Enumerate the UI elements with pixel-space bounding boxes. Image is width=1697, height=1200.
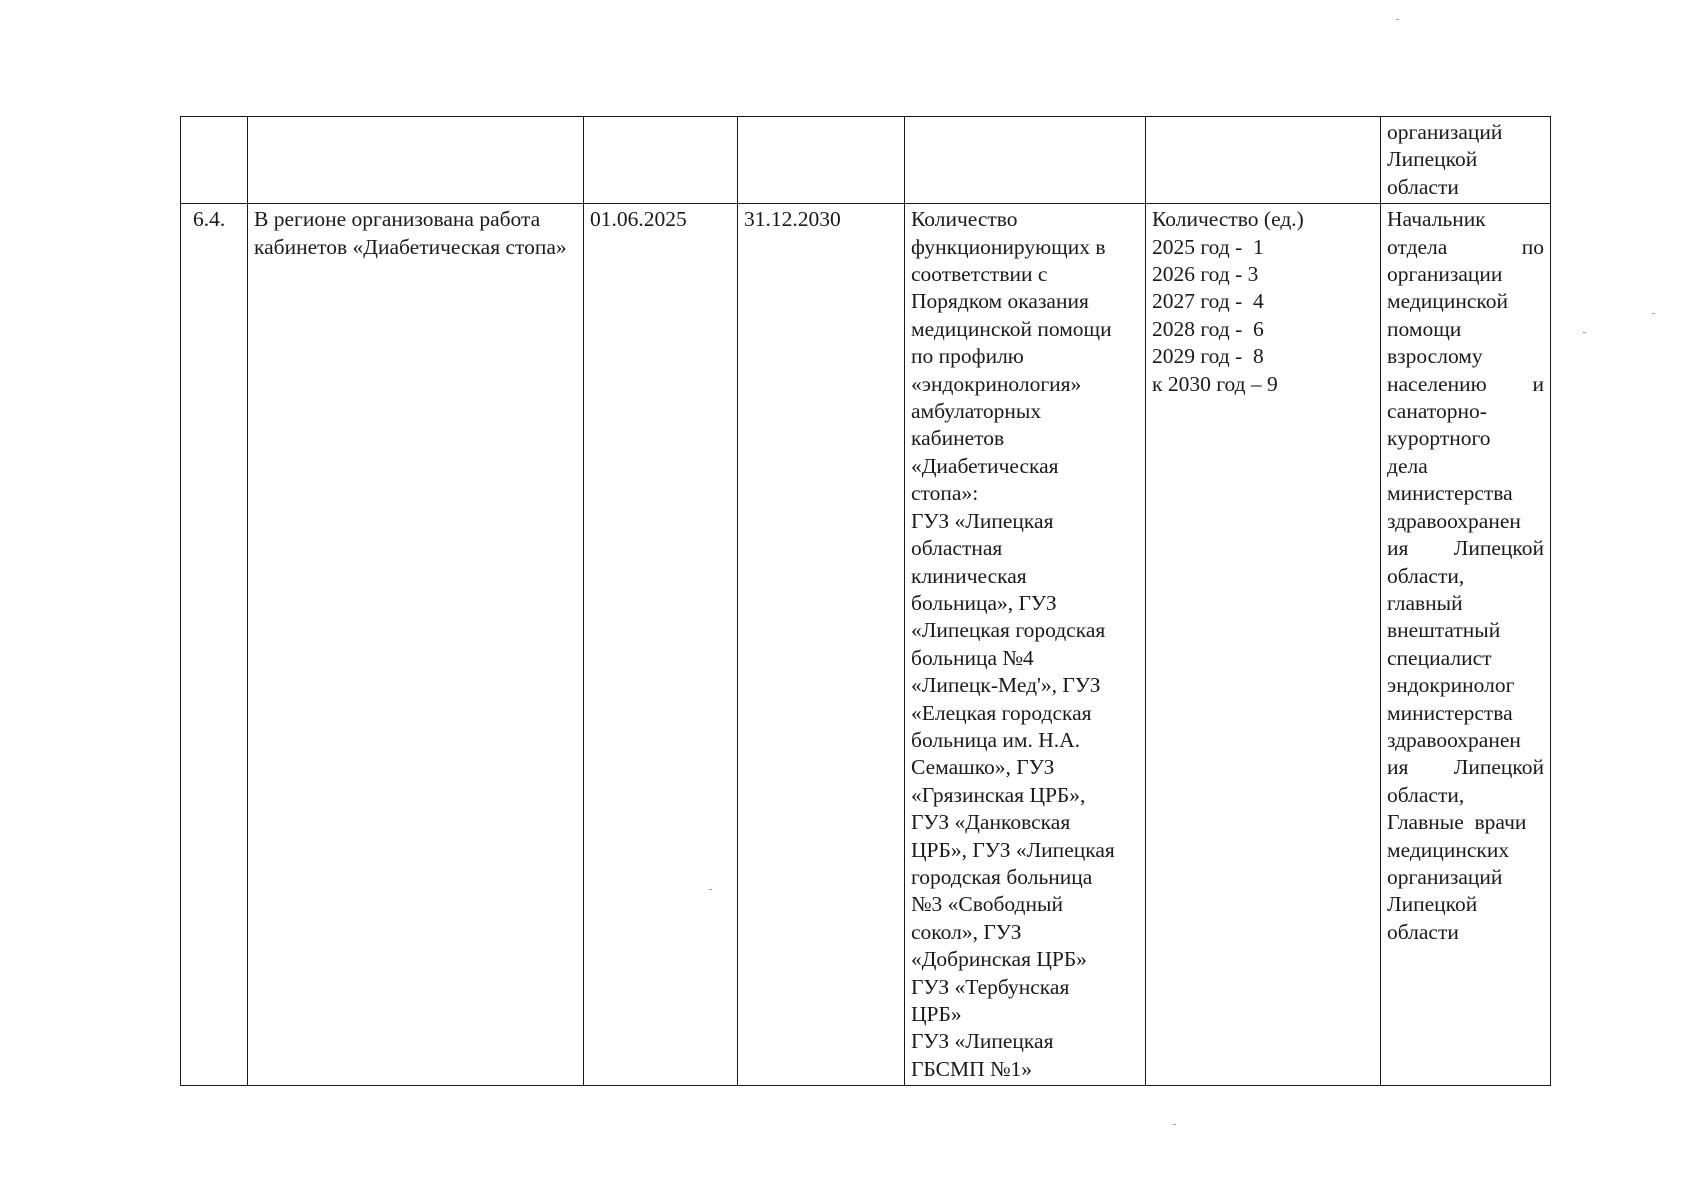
end-date: 31.12.2030: [738, 204, 905, 1086]
responsible-line: эндокринолог: [1387, 673, 1515, 698]
indicator-line: «эндокринология»: [911, 371, 1082, 396]
indicator-line: ГУЗ «Липецкая: [911, 1029, 1054, 1054]
responsible-line: главный: [1387, 590, 1463, 615]
indicator-line: «Елецкая городская: [911, 700, 1092, 725]
responsible-line: взрослому: [1387, 344, 1483, 369]
indicator-line: клиническая: [911, 563, 1027, 588]
indicator-line: ЦРБ», ГУЗ «Липецкая: [911, 837, 1115, 862]
indicator-line: кабинетов: [911, 426, 1005, 451]
value-line: 2028 год - 6: [1152, 316, 1264, 341]
cont-responsible-line: области: [1387, 174, 1459, 199]
responsible-line: области,: [1387, 782, 1465, 807]
indicator-line: «Липецкая городская: [911, 618, 1106, 643]
indicator-line: амбулаторных: [911, 399, 1042, 424]
indicator-line: ГУЗ «Липецкая: [911, 508, 1054, 533]
responsible-line: организаций: [1387, 864, 1503, 889]
responsible-line: здравоохранен: [1387, 727, 1521, 752]
responsible-line: отдела по: [1387, 234, 1544, 259]
scan-speck: [1583, 332, 1586, 333]
responsible-line: ия Липецкой: [1387, 755, 1544, 780]
responsible-line: здравоохранен: [1387, 508, 1521, 533]
cont-responsible-cell: [1381, 117, 1551, 204]
cont-responsible-line: организаций: [1387, 120, 1503, 144]
event-description: В регионе организована работа кабинетов «Диабетическая стопа»: [248, 204, 584, 1086]
indicator-line: №3 «Свободный: [911, 892, 1063, 917]
indicator-line: областная: [911, 536, 1003, 561]
indicator-line: Порядком оказания: [911, 289, 1089, 314]
responsible-line: Главные врачи: [1387, 810, 1527, 835]
responsible-line: Липецкой: [1387, 892, 1478, 917]
responsible-line: ия Липецкой: [1387, 536, 1544, 561]
responsible-line: курортного: [1387, 426, 1491, 451]
value-line: Количество (ед.): [1152, 207, 1304, 232]
continuation-row: [181, 117, 1551, 204]
scan-speck: [1396, 19, 1399, 20]
cont-indicator-cell: [905, 117, 1146, 204]
cont-responsible-line: Липецкой: [1387, 147, 1478, 172]
cont-event-cell: [248, 117, 584, 204]
indicator-line: соответствии с: [911, 262, 1048, 287]
indicator-line: ГУЗ «Тербунская: [911, 974, 1070, 999]
indicator-line: больница», ГУЗ: [911, 590, 1057, 615]
responsible-line: медицинских: [1387, 837, 1510, 862]
cont-value-cell: [1146, 117, 1381, 204]
cont-end-cell: [738, 117, 905, 204]
indicator-line: ГБСМП №1»: [911, 1056, 1033, 1081]
indicator-line: по профилю: [911, 344, 1024, 369]
responsible-line: министерства: [1387, 481, 1513, 506]
responsible-line: Начальник: [1387, 207, 1486, 232]
indicator-line: ГУЗ «Данковская: [911, 810, 1071, 835]
scan-speck: [1652, 313, 1655, 314]
indicator-line: «Добринская ЦРБ»: [911, 947, 1087, 972]
cont-start-cell: [584, 117, 738, 204]
value-line: 2027 год - 4: [1152, 289, 1264, 314]
value-line: к 2030 год – 9: [1152, 371, 1278, 396]
indicator-line: медицинской помощи: [911, 316, 1112, 341]
responsible-line: населению и: [1387, 371, 1544, 396]
responsible-line: области,: [1387, 563, 1465, 588]
indicator-line: функционирующих в: [911, 234, 1106, 259]
value-line: 2026 год - 3: [1152, 262, 1259, 287]
indicator-line: «Диабетическая: [911, 453, 1059, 478]
indicator-cell: [905, 204, 1146, 1086]
value-line: 2025 год - 1: [1152, 234, 1264, 259]
indicator-line: сокол», ГУЗ: [911, 919, 1022, 944]
responsible-line: области: [1387, 919, 1459, 944]
indicator-line: «Грязинская ЦРБ»,: [911, 782, 1086, 807]
responsible-line: медицинской: [1387, 289, 1508, 314]
indicator-line: больница им. Н.А.: [911, 727, 1081, 752]
indicator-line: ЦРБ»: [911, 1002, 962, 1026]
value-line: 2029 год - 8: [1152, 344, 1264, 369]
start-date: 01.06.2025: [584, 204, 738, 1086]
responsible-line: министерства: [1387, 700, 1513, 725]
action-plan-table: [180, 116, 1551, 1086]
scan-speck: [709, 889, 712, 890]
indicator-line: городская больница: [911, 864, 1093, 889]
indicator-line: больница №4: [911, 645, 1034, 670]
scan-speck: [1173, 1124, 1176, 1125]
indicator-line: Семашко», ГУЗ: [911, 755, 1055, 780]
responsible-line: внештатный: [1387, 618, 1501, 643]
value-cell: [1146, 204, 1381, 1086]
responsible-line: дела: [1387, 453, 1428, 478]
responsible-cell: [1381, 204, 1551, 1086]
table-row: [181, 204, 1551, 1086]
responsible-line: санаторно-: [1387, 399, 1487, 424]
indicator-line: Количество: [911, 207, 1018, 232]
responsible-line: организации: [1387, 262, 1503, 287]
indicator-line: «Липецк-Мед'», ГУЗ: [911, 673, 1101, 698]
responsible-line: помощи: [1387, 316, 1462, 341]
indicator-line: стопа»:: [911, 481, 979, 506]
row-number: 6.4.: [181, 204, 248, 1086]
cont-number-cell: [181, 117, 248, 204]
responsible-line: специалист: [1387, 645, 1492, 670]
